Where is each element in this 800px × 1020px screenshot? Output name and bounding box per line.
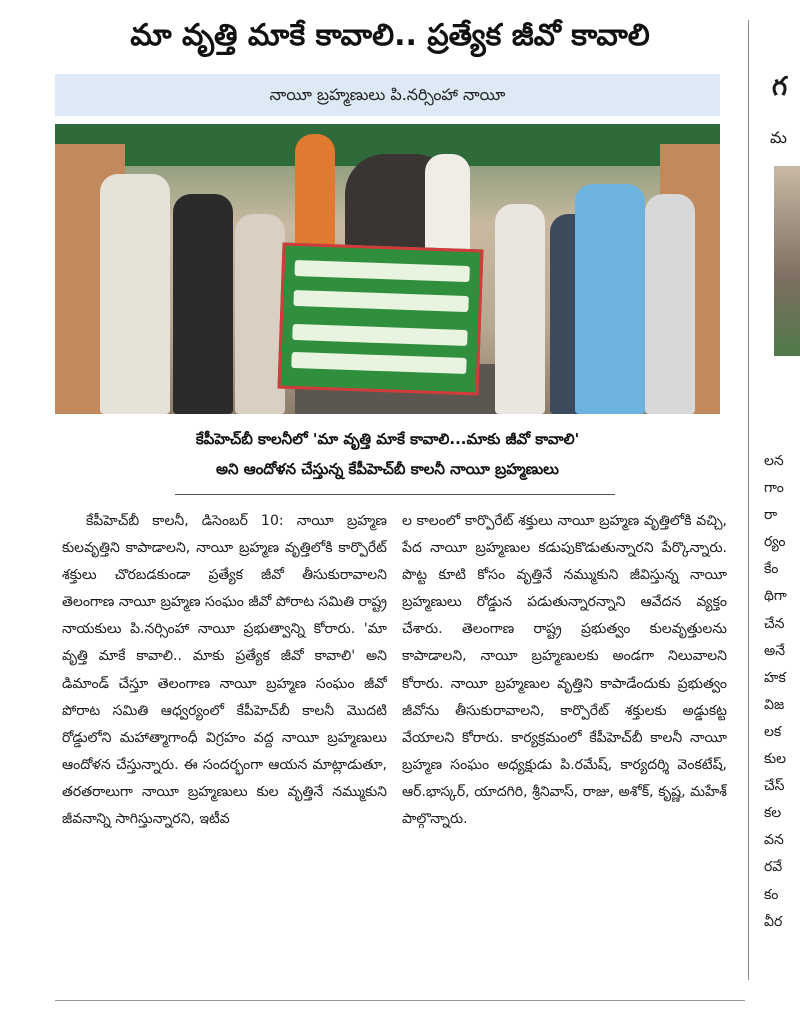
adjacent-line: థిగా [764,588,787,605]
adjacent-line: కల [764,805,782,822]
adjacent-article [752,0,800,1020]
adjacent-photo [774,166,800,356]
adjacent-line: కం [764,886,779,903]
adjacent-line: విజ [764,696,785,713]
adjacent-line: వీర [764,913,783,930]
person-figure [295,134,335,254]
adjacent-line: హక [764,669,786,686]
caption-line-1: కేపీహెచ్‌బీ కాలనీలో 'మా వృత్తి మాకే కావాలి...మాకు జీవో కావాలి' [195,430,580,448]
banner-line [292,324,467,346]
protest-banner [278,243,484,396]
adjacent-body [764,448,800,936]
photo-caption [55,424,720,484]
adjacent-line: అనే [764,642,786,659]
adjacent-line: కుల [764,751,787,768]
adjacent-line: చేస్ [764,778,785,795]
adjacent-line: గాం [764,480,784,497]
person-figure [645,194,695,414]
adjacent-line: లక [764,723,782,740]
article-column-2 [402,508,727,978]
adjacent-headline: గ [772,72,788,102]
column-divider [748,20,749,980]
adjacent-line: రవే [764,859,783,876]
person-figure [575,184,645,414]
caption-line-2: అని ఆందోళన చేస్తున్న కేపీహెచ్‌బీ కాలనీ నాయీ బ్రహ్మణులు [215,460,559,478]
adjacent-line: కేం [764,561,779,578]
adjacent-line: రా [764,507,778,524]
adjacent-line: ర్యం [764,534,786,551]
banner-line [293,290,468,312]
byline-bar [55,74,720,116]
banner-line [291,352,466,374]
person-figure [495,204,545,414]
adjacent-subhead: మ [770,128,787,147]
headline: మా వృత్తి మాకే కావాలి.. ప్రత్యేక జీవో కావాలి [130,18,650,53]
banner-line [294,260,469,282]
article-text: ల కాలంలో కార్పొరేట్ శక్తులు నాయీ బ్రహ్మణ వృత్తిలోకి వచ్చి, పేద నాయీ బ్రహ్మణుల కడుపుకొడుతున్నారని పేర్కొన్నారు. పొట్ట కూటి కోసం వృత్తినే నమ్ముకుని జీవిస్తున్న నాయీ బ్రహ్మణులు రోడ్డున పడుతున్నారన్నాని ఆవేదన వ్యక్తం చేశారు. తెలంగాణ రాష్ట్ర ప్రభుత్వం కులవృత్తులను కాపాడాలని, నాయీ బ్రహ్మణులకు అండగా నిలువాలని కోరారు. నాయీ బ్రహ్మణుల వృత్తిని కాపాడేందుకు ప్రభుత్వం జీవోను తీసుకురావాలని, కార్పొరేట్ శక్తులకు అడ్డుకట్ట వేయాలని కోరారు. కార్యక్రమంలో కేపీహెచ్‌బీ కాలనీ నాయీ బ్రహ్మణ సంఘం అధ్యక్షుడు పి.రమేష్, కార్యదర్శి వెంకటేష్, ఆర్.భాస్కర్, యాదగిరి, శ్రీనివాస్, రాజు, అశోక్, కృష్ణ, మహేశ్ పాల్గొన్నారు. [402,513,727,828]
adjacent-line: వన [764,832,784,849]
adjacent-line: లన [764,453,784,469]
person-figure [173,194,233,414]
adjacent-line: చేన [764,615,785,632]
page-bottom-rule [55,1000,745,1001]
article-text: కేపీహెచ్‌బీ కాలనీ, డిసెంబర్ 10: నాయీ బ్రహ్మణ కులవృత్తిని కాపాడాలని, నాయీ బ్రహ్మణ వృత్తిలోకి కార్పొరేట్ శక్తులు చొరబడకుండా ప్రత్యేక జీవో తీసుకురావాలని తెలంగాణ నాయీ బ్రహ్మణ సంఘం జీవో పోరాట సమితి రాష్ట్ర నాయకులు పి.నర్సింహా నాయీ ప్రభుత్వాన్ని కోరారు. 'మా వృత్తి మాకే కావాలి.. మాకు ప్రత్యేక జీవో కావాలి' అని డిమాండ్ చేస్తూ తెలంగాణ నాయీ బ్రహ్మణ సంఘం జీవో పోరాట సమితి ఆధ్వర్యంలో కేపీహెచ్‌బీ కాలనీ మొదటి రోడ్డులోని మహాత్మాగాంధీ విగ్రహం వద్ద నాయీ బ్రహ్మణులు ఆందోళన చేస్తున్నారు. ఈ సందర్భంగా ఆయన మాట్లాడుతూ, తరతరాలుగా నాయీ బ్రహ్మణులు కుల వృత్తినే నమ్ముకుని జీవనాన్ని సాగిస్తున్నారని, ఇటీవ [62,513,387,828]
article-column-1 [62,508,387,978]
news-photo [55,124,720,414]
person-figure [100,174,170,414]
caption-rule [175,494,615,495]
byline: నాయీ బ్రహ్మణులు పి.నర్సింహా నాయీ [269,85,506,104]
